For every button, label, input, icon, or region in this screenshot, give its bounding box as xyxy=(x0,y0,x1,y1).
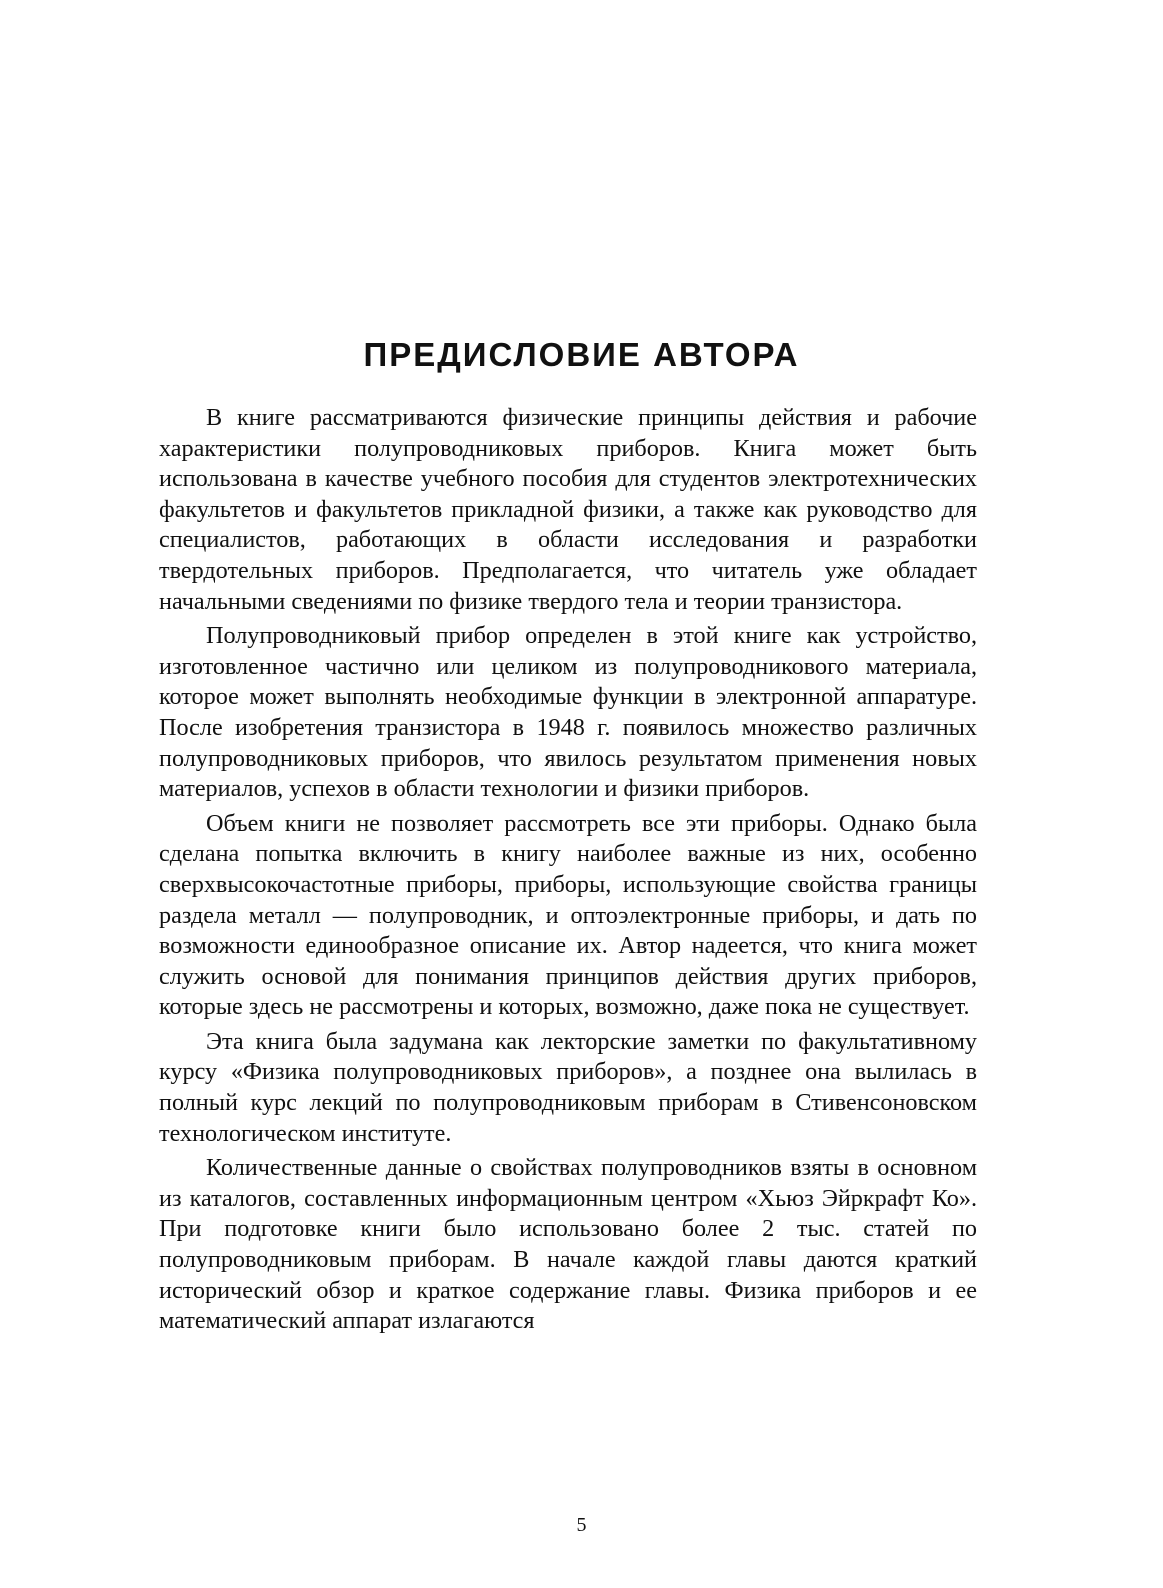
paragraph: Полупроводниковый прибор определен в этой книге как устройство, изготовленное частично или целиком из полупроводникового материала, которое может выполнять необходимые функции в электронной аппаратуре. После изобретения транзистора в 1948 г. появилось множество различных полупроводниковых приборов, что явилось результатом применения новых материалов, успехов в области технологии и физики приборов. xyxy=(159,622,977,803)
page-number: 5 xyxy=(576,1514,587,1536)
page-title: ПРЕДИСЛОВИЕ АВТОРА xyxy=(363,336,800,373)
paragraph: В книге рассматриваются физические принципы действия и рабочие характеристики полупроводниковых приборов. Книга может быть использована в качестве учебного пособия для студентов электротехнических факультетов и факультетов прикладной физики, а также как руководство для специалистов, работающих в области исследования и разработки твердотельных приборов. Предполагается, что читатель уже обладает начальными сведениями по физике твердого тела и теории транзистора. xyxy=(159,404,977,615)
paragraph: Количественные данные о свойствах полупроводников взяты в основном из каталогов, составленных информационным центром «Хьюз Эйркрафт Ко». При подготовке книги было использовано более 2 тыс. статей по полупроводниковым приборам. В начале каждой главы даются краткий исторический обзор и краткое содержание главы. Физика приборов и ее математический аппарат излагаются xyxy=(159,1154,977,1335)
body-text xyxy=(159,403,977,1341)
paragraph: Эта книга была задумана как лекторские заметки по факультативному курсу «Физика полупроводниковых приборов», а позднее она вылилась в полный курс лекций по полупроводниковым приборам в Стивенсоновском технологическом институте. xyxy=(159,1027,977,1147)
paragraph: Объем книги не позволяет рассмотреть все эти приборы. Однако была сделана попытка включить в книгу наиболее важные из них, особенно сверхвысокочастотные приборы, приборы, использующие свойства границы раздела металл — полупроводник, и оптоэлектронные приборы, и дать по возможности единообразное описание их. Автор надеется, что книга может служить основой для понимания принципов действия других приборов, которые здесь не рассмотрены и которых, возможно, даже пока не существует. xyxy=(159,809,977,1021)
